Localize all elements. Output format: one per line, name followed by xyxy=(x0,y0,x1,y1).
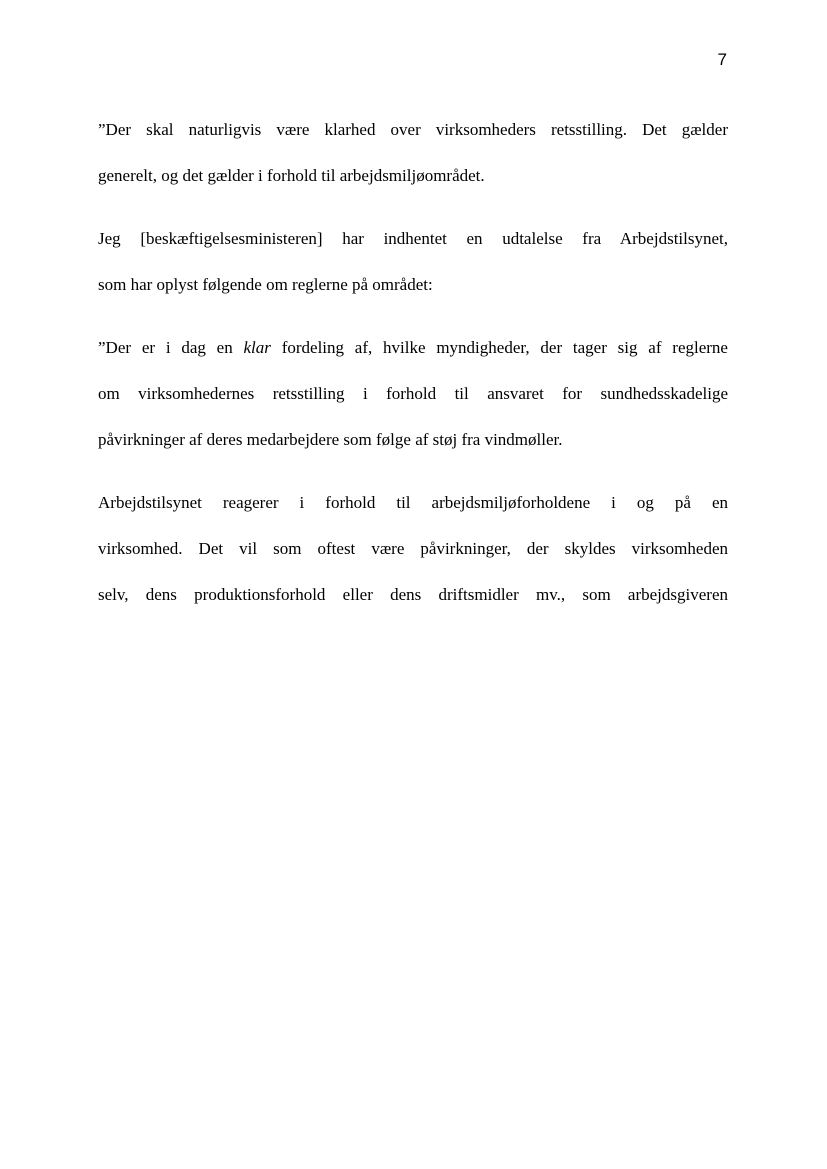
paragraph-3 xyxy=(98,334,728,472)
document-body xyxy=(98,116,728,644)
text-line: virksomhed. Det vil som oftest være påvirkninger, der skyldes virksomheden xyxy=(98,539,728,558)
text-line: Jeg [beskæftigelsesministeren] har indhentet en udtalelse fra Arbejdstilsynet, xyxy=(98,229,728,248)
text-line: påvirkninger af deres medarbejdere som følge af støj fra vindmøller. xyxy=(98,430,563,449)
emphasized-word: klar xyxy=(243,338,271,357)
text-line: selv, dens produktionsforhold eller dens driftsmidler mv., som arbejdsgiveren xyxy=(98,585,728,604)
text-segment: fordeling af, hvilke myndigheder, der tager sig af reglerne xyxy=(270,338,728,357)
paragraph-2 xyxy=(98,225,728,317)
text-line: ”Der skal naturligvis være klarhed over virksomheders retsstilling. Det gælder xyxy=(98,120,728,139)
text-line: som har oplyst følgende om reglerne på området: xyxy=(98,275,433,294)
text-line: Arbejdstilsynet reagerer i forhold til arbejdsmiljøforholdene i og på en xyxy=(98,493,728,512)
text-line: generelt, og det gælder i forhold til arbejdsmiljøområdet. xyxy=(98,166,485,185)
paragraph-4 xyxy=(98,489,728,627)
text-line xyxy=(98,334,728,380)
page-number: 7 xyxy=(717,50,727,69)
text-segment: ”Der er i dag en xyxy=(98,338,244,357)
text-line: om virksomhedernes retsstilling i forhold til ansvaret for sundhedsskadelige xyxy=(98,384,728,403)
paragraph-1 xyxy=(98,116,728,208)
